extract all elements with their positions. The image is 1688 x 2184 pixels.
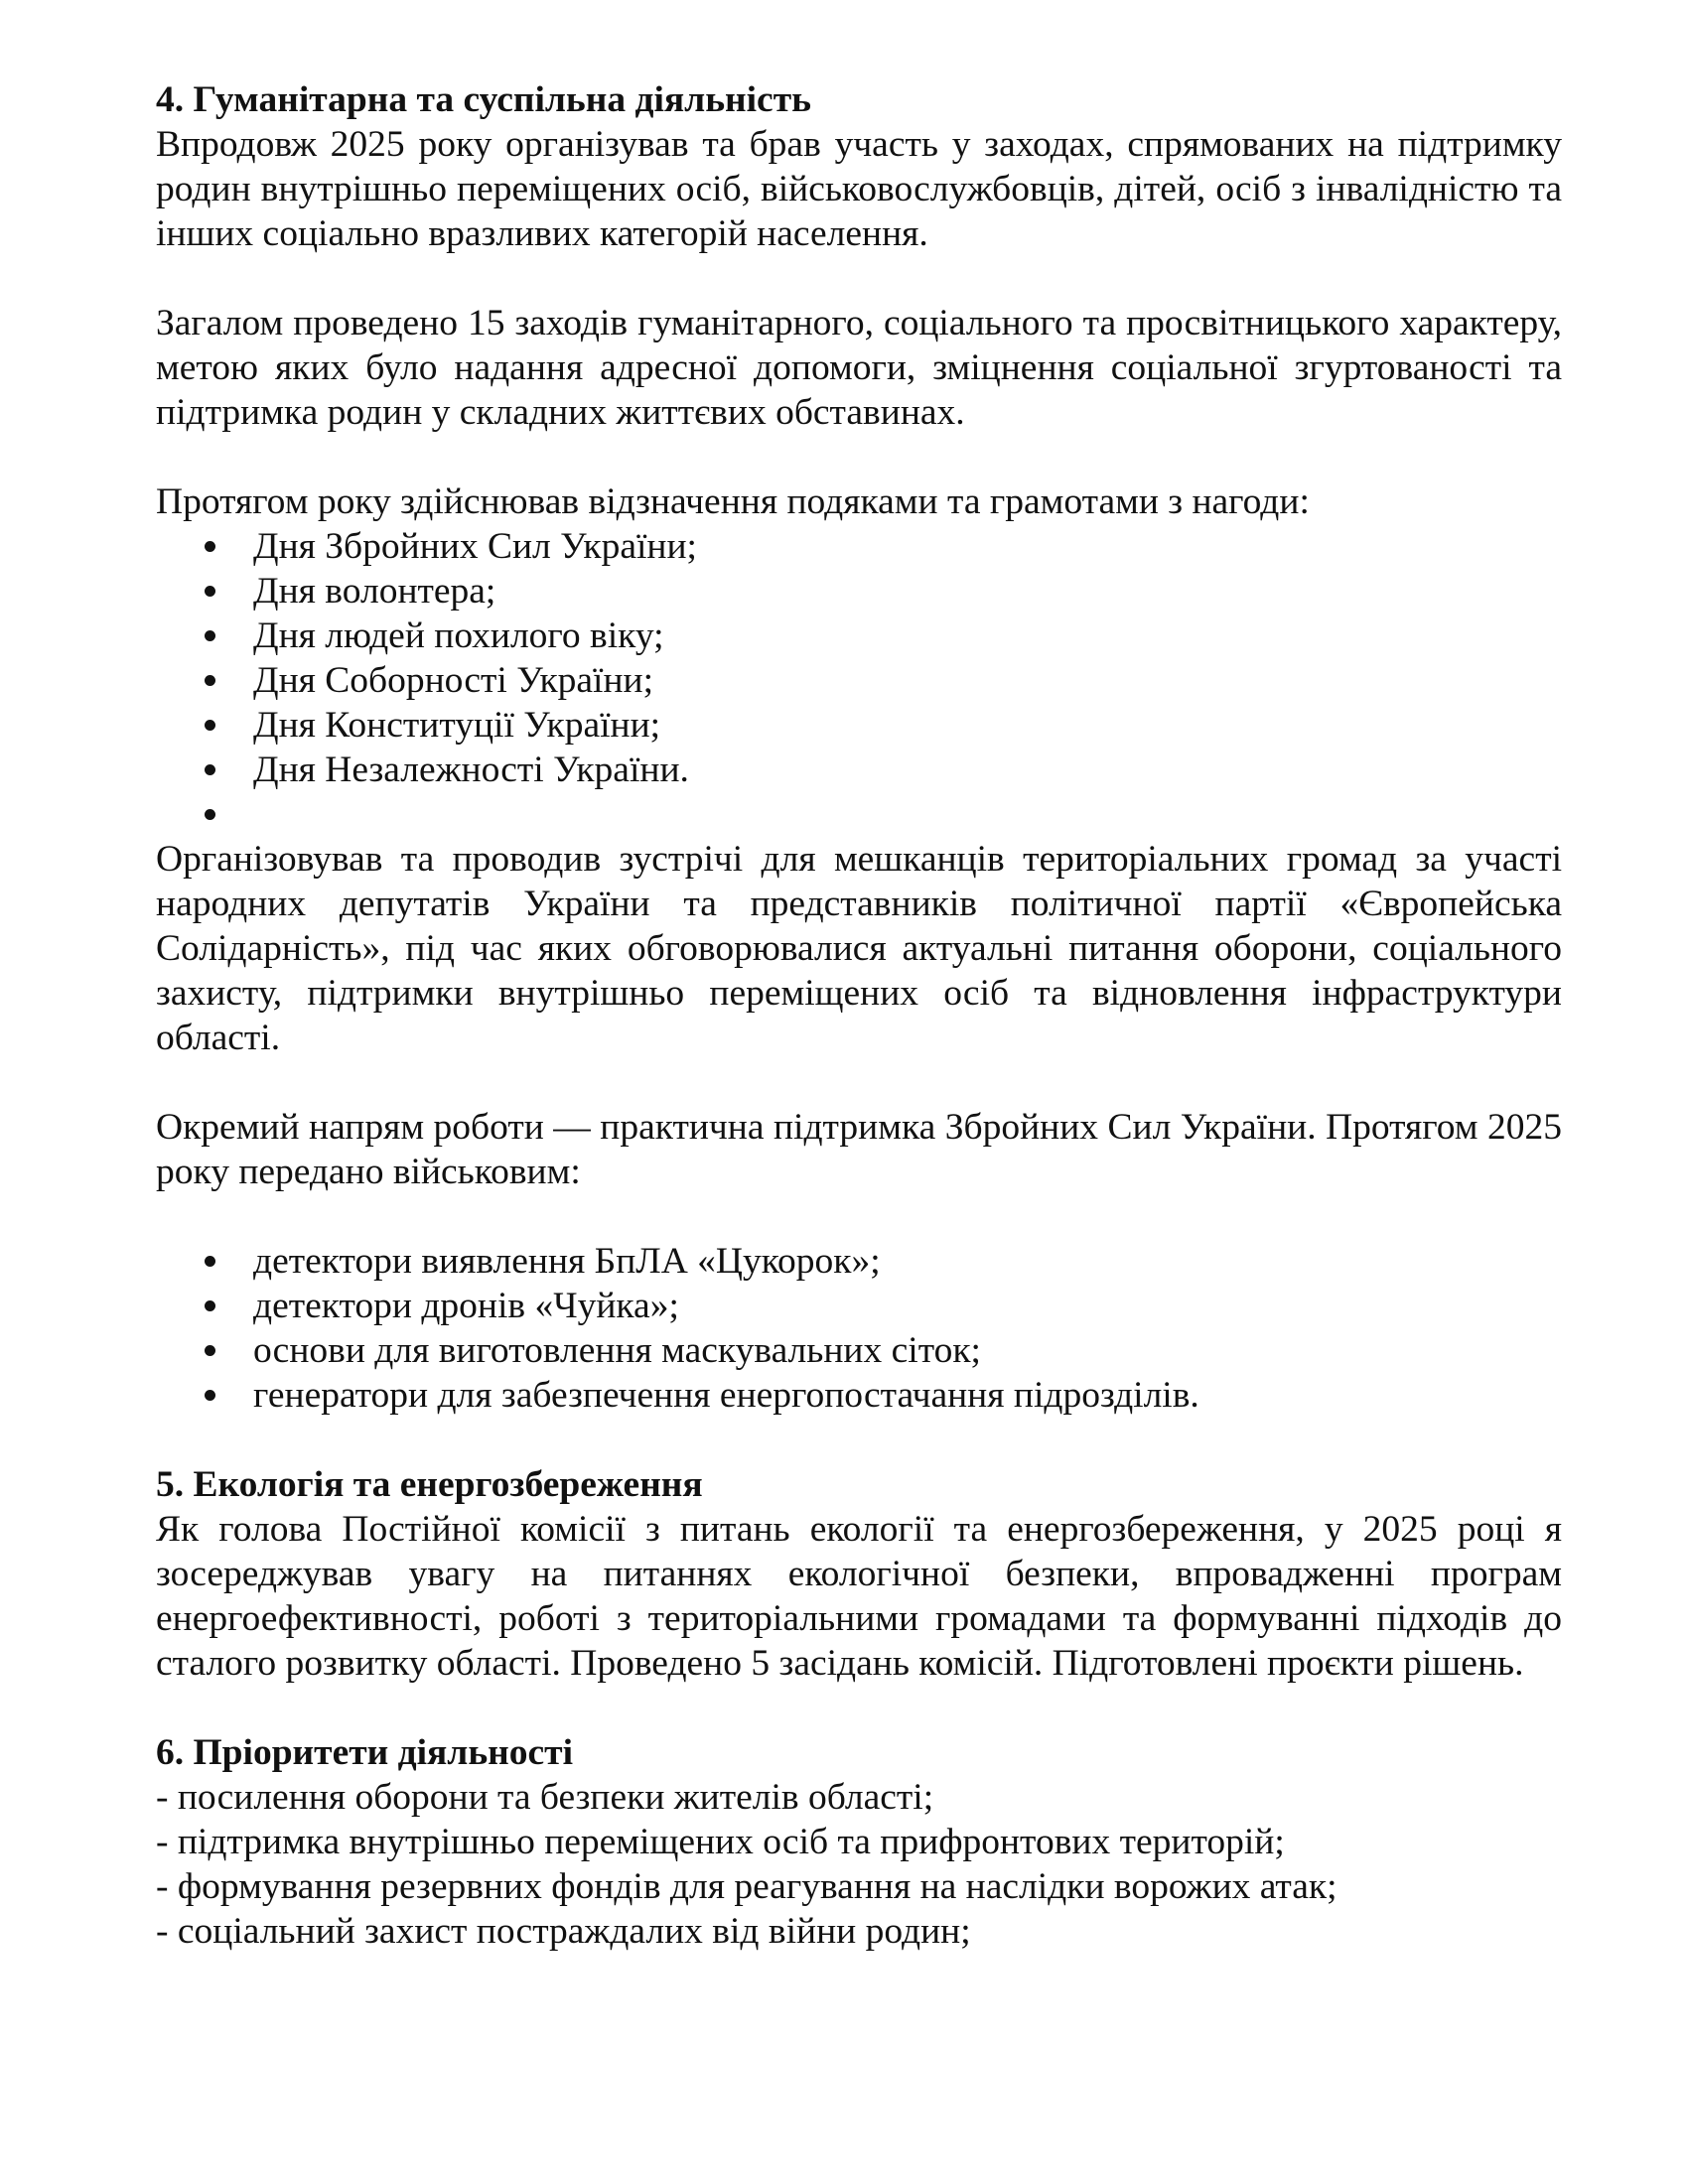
list-item: основи для виготовлення маскувальних сіток; xyxy=(156,1328,1562,1373)
awards-intro: Протягом року здійснював відзначення подяками та грамотами з нагоди: xyxy=(156,481,1310,522)
spacer xyxy=(156,1060,1562,1105)
army-items-list xyxy=(156,1239,1562,1418)
spacer xyxy=(156,1418,1562,1462)
list-item: Дня Соборності України; xyxy=(156,658,1562,703)
priority-item: - соціальний захист постраждалих від війни родин; xyxy=(156,1911,971,1952)
list-item: Дня Незалежності України. xyxy=(156,748,1562,792)
priority-item: - посилення оборони та безпеки жителів області; xyxy=(156,1777,934,1818)
list-item: детектори виявлення БпЛА «Цукорок»; xyxy=(156,1239,1562,1284)
list-item xyxy=(156,792,1562,837)
army-support-paragraph: Окремий напрям роботи — практична підтримка Збройних Сил України. Протягом 2025 року передано військовим: xyxy=(156,1107,1562,1192)
section-5-paragraph: Як голова Постійної комісії з питань екології та енергозбереження, у 2025 році я зосереджував увагу на питаннях екологічної безпеки, впровадженні програм енергоефективності, роботі з територіальними громадами та формуванні підходів до сталого розвитку області. Проведено 5 засідань комісій. Підготовлені проєкти рішень. xyxy=(156,1509,1562,1684)
spacer xyxy=(156,256,1562,301)
section-4-heading: 4. Гуманітарна та суспільна діяльність xyxy=(156,79,811,120)
spacer xyxy=(156,1686,1562,1730)
awards-list xyxy=(156,524,1562,837)
spacer xyxy=(156,435,1562,479)
priority-item: - підтримка внутрішньо переміщених осіб та прифронтових територій; xyxy=(156,1822,1285,1862)
list-item: Дня Збройних Сил України; xyxy=(156,524,1562,569)
priority-item: - формування резервних фондів для реагування на наслідки ворожих атак; xyxy=(156,1866,1337,1907)
document-page xyxy=(156,77,1562,1954)
meetings-paragraph: Організовував та проводив зустрічі для мешканців територіальних громад за участі народних депутатів України та представників політичної партії «Європейська Солідарність», під час яких обговорювалися актуальні питання оборони, соціального захисту, підтримки внутрішньо переміщених осіб та відновлення інфраструктури області. xyxy=(156,839,1562,1058)
list-item: детектори дронів «Чуйка»; xyxy=(156,1284,1562,1328)
section-6-heading: 6. Пріоритети діяльності xyxy=(156,1732,574,1773)
section-5-heading: 5. Екологія та енергозбереження xyxy=(156,1464,703,1505)
list-item: Дня Конституції України; xyxy=(156,703,1562,748)
list-item: генератори для забезпечення енергопостачання підрозділів. xyxy=(156,1373,1562,1418)
list-item: Дня волонтера; xyxy=(156,569,1562,614)
spacer xyxy=(156,1194,1562,1239)
list-item: Дня людей похилого віку; xyxy=(156,614,1562,658)
section-4-intro: Впродовж 2025 року організував та брав участь у заходах, спрямованих на підтримку родин внутрішньо переміщених осіб, військовослужбовців, дітей, осіб з інвалідністю та інших соціально вразливих категорій населення. xyxy=(156,124,1562,254)
events-paragraph: Загалом проведено 15 заходів гуманітарного, соціального та просвітницького характеру, метою яких було надання адресної допомоги, зміцнення соціальної згуртованості та підтримка родин у складних життєвих обставинах. xyxy=(156,303,1562,433)
